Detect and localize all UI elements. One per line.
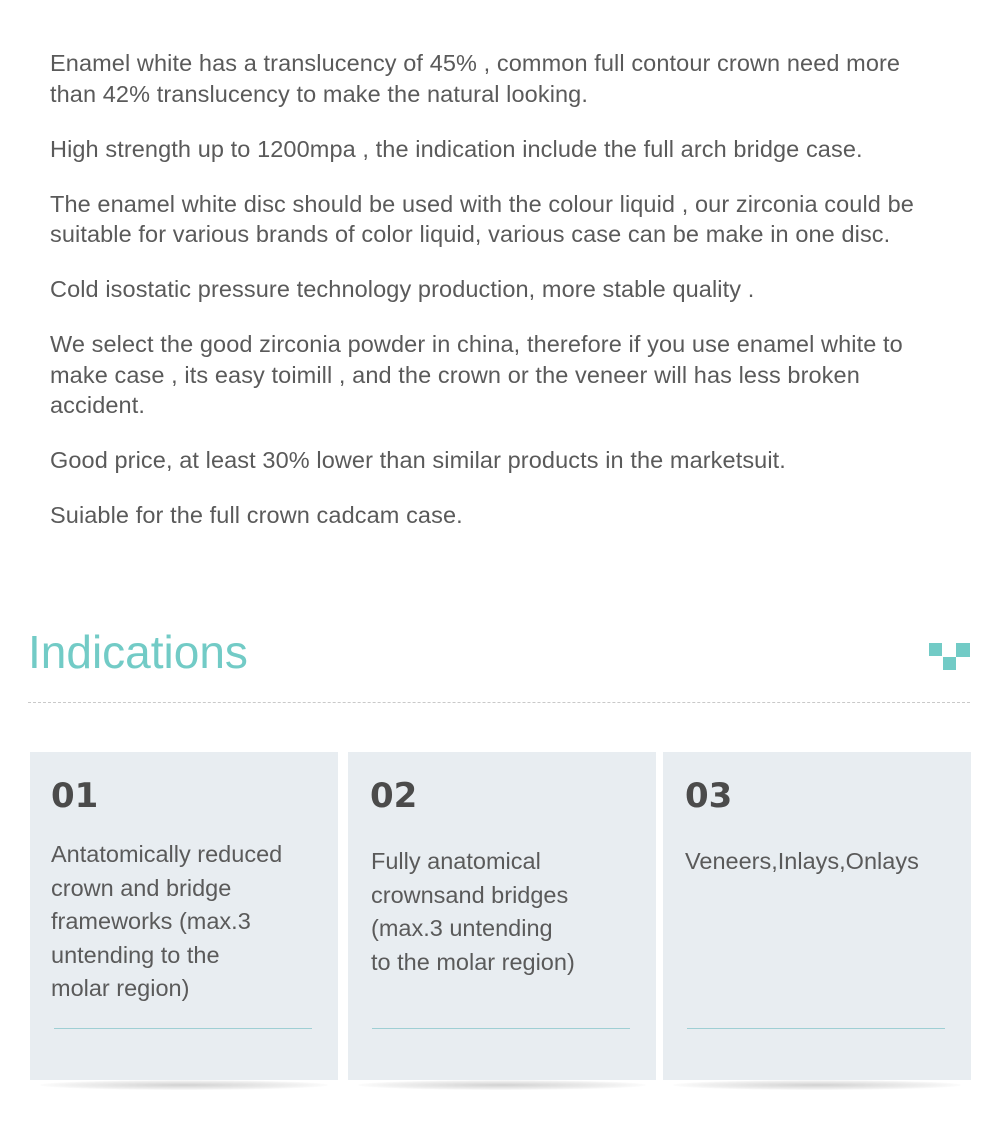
feature-list [50,48,950,555]
indication-card-1 [30,752,338,1080]
card-shadow [673,1080,961,1090]
card-underline [372,1028,630,1029]
indication-card-2 [348,752,656,1080]
feature-colour-liquid: The enamel white disc should be used with the colour liquid , our zirconia could be suitable for various brands of color liquid, various case can be make in one disc. [50,190,914,247]
checker-squares-icon [929,643,971,671]
feature-strength: High strength up to 1200mpa , the indication include the full arch bridge case. [50,135,863,162]
card-line-text: to the molar region) [371,948,575,975]
feature-cadcam: Suiable for the full crown cadcam case. [50,502,463,528]
card-description [371,845,575,979]
card-line-text: untending to the [51,941,220,968]
feature-isostatic-pressure: Cold isostatic pressure technology production, more stable quality . [50,276,755,302]
card-line-text: Fully anatomical [371,848,541,874]
card-line-text: Veneers,Inlays,Onlays [685,848,919,874]
card-line-text: crownsand bridges [371,881,569,908]
indication-card-3 [663,752,971,1080]
card-line-text: molar region) [51,975,190,1001]
indication-cards [30,752,972,1082]
feature-price: Good price, at least 30% lower than similar products in the marketsuit. [50,447,786,473]
card-line-text: frameworks (max.3 [51,908,251,934]
feature-zirconia-powder: We select the good zirconia powder in china, therefore if you use enamel white to make case , its easy toimill , and the crown or the veneer will has less broken accident. [50,331,903,418]
card-shadow [358,1080,646,1090]
indications-title: Indications [28,626,248,678]
card-description [51,838,282,1006]
card-number: 02 [370,776,418,816]
feature-translucency: Enamel white has a translucency of 45% , common full contour crown need more than 42% translucency to make the natural looking. [50,50,901,107]
section-divider [28,702,970,703]
card-line-text: Antatomically reduced [51,841,283,867]
card-description [685,845,919,879]
card-underline [687,1028,945,1029]
card-number: 03 [685,776,733,816]
card-shadow [40,1080,328,1090]
card-line-text: crown and bridge [51,874,232,901]
card-line-text: (max.3 untending [371,915,553,941]
card-underline [54,1028,312,1029]
card-number: 01 [51,776,99,816]
